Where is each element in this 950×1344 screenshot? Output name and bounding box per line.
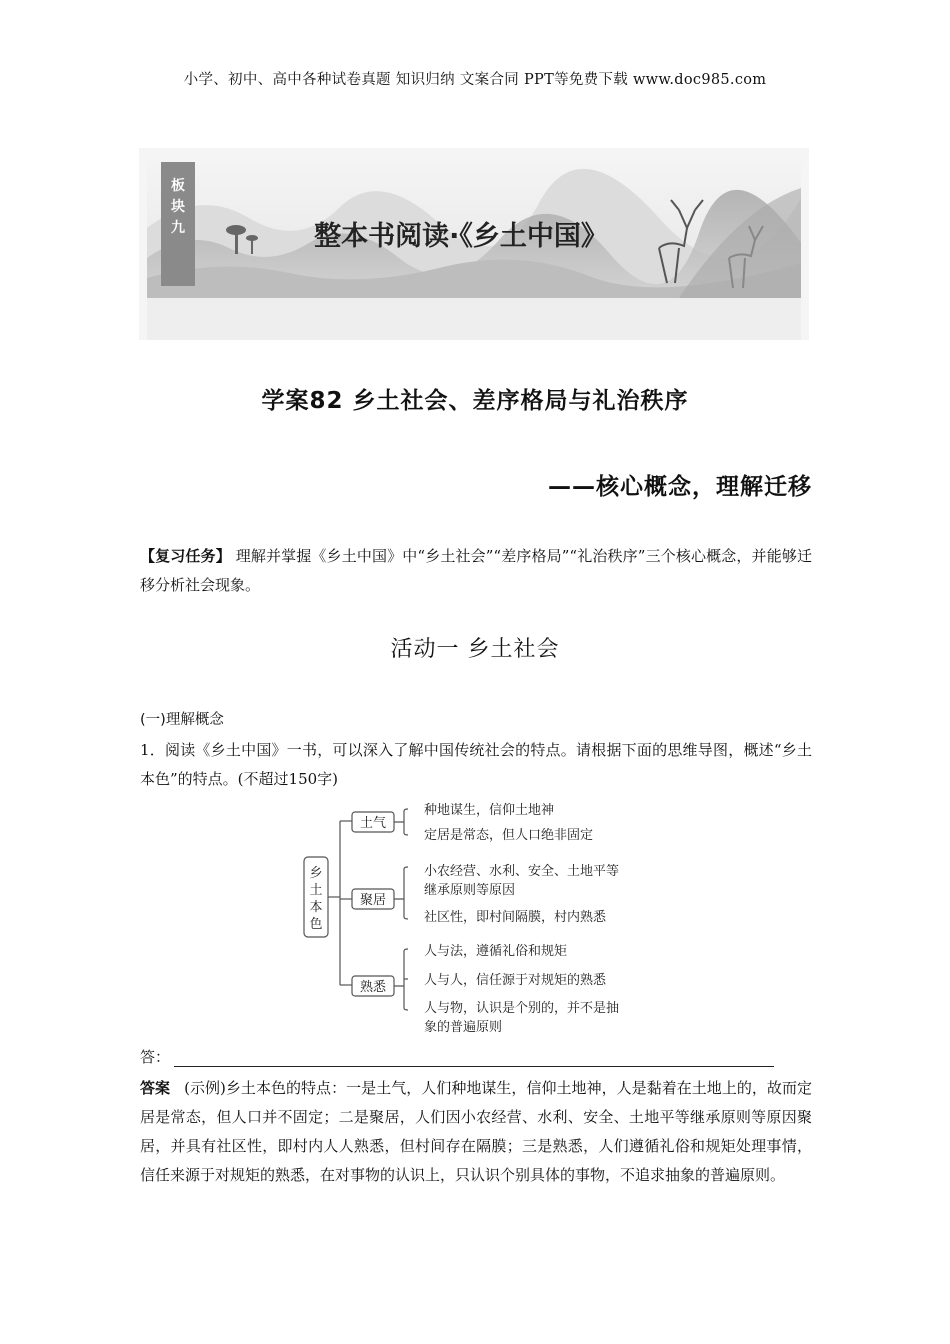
mindmap-leaf: 社区性，即村间隔膜，村内熟悉 (424, 910, 607, 925)
mindmap-root-char: 土 (309, 883, 323, 898)
review-task (140, 542, 812, 600)
page-header: 小学、初中、高中各种试卷真题 知识归纳 文案合同 PPT等免费下载 www.doc985.com (183, 72, 767, 88)
section-heading: (一)理解概念 (140, 712, 224, 728)
banner-landscape-illustration (139, 148, 809, 340)
lesson-title: 学案82 乡土社会、差序格局与礼治秩序 (261, 388, 689, 414)
review-task-tag: 【复习任务】 (140, 547, 231, 565)
mindmap-branch-label: 土气 (359, 816, 387, 831)
section-banner (139, 148, 809, 340)
mindmap-leaf: 象的普遍原则 (424, 1020, 503, 1035)
banner-title: 整本书阅读·《乡土中国》 (314, 221, 608, 252)
mindmap-root-char: 色 (309, 917, 323, 932)
banner-tag-char: 九 (171, 220, 185, 236)
mindmap-root-char: 本 (309, 900, 323, 915)
lesson-subtitle: ——核心概念，理解迁移 (548, 474, 812, 500)
answer-text: (示例)乡土本色的特点：一是土气，人们种地谋生，信仰土地神，人是黏着在土地上的，故而定居是常态，但人口并不固定；二是聚居，人们因小农经营、水利、安全、土地平等继承原则等原因聚居，并具有社区性，即村内人人熟悉，但村间存在隔膜；三是熟悉，人们遵循礼俗和规矩处理事情，信任来源于对规矩的熟悉，在对事物的认识上，只认识个别具体的事物，不追求抽象的普遍原则。 (140, 1079, 812, 1184)
mindmap-leaf: 人与法，遵循礼俗和规矩 (424, 944, 568, 959)
banner-tag-char: 板 (171, 178, 185, 194)
mindmap-leaf: 定居是常态，但人口绝非固定 (424, 828, 594, 843)
answer-blank[interactable] (174, 1052, 774, 1067)
mindmap-leaf: 人与人，信任源于对规矩的熟悉 (424, 973, 607, 988)
answer-line (140, 1046, 780, 1067)
activity-heading: 活动一 乡土社会 (390, 637, 560, 662)
answer-block (140, 1074, 812, 1190)
mindmap-root-char: 乡 (309, 866, 323, 881)
mindmap-branch-label: 聚居 (359, 893, 387, 908)
mindmap-leaf: 小农经营、水利、安全、土地平等 (424, 864, 620, 879)
mindmap-leaf: 种地谋生，信仰土地神 (424, 803, 555, 818)
mindmap-leaf: 人与物，认识是个别的，并不是抽 (424, 1001, 620, 1016)
answer-prompt: 答： (140, 1048, 171, 1066)
answer-tag: 答案 (140, 1079, 171, 1097)
review-task-text: 理解并掌握《乡土中国》中“乡土社会”“差序格局”“礼治秩序”三个核心概念，并能够迁移分析社会现象。 (140, 547, 812, 594)
mindmap-leaf: 继承原则等原因 (424, 883, 516, 898)
question-text: 1．阅读《乡土中国》一书，可以深入了解中国传统社会的特点。请根据下面的思维导图，概述“乡土本色”的特点。(不超过150字) (140, 741, 812, 788)
mindmap-branch-label: 熟悉 (359, 980, 387, 995)
mind-map (300, 795, 670, 1040)
banner-tag-char: 块 (171, 199, 185, 215)
